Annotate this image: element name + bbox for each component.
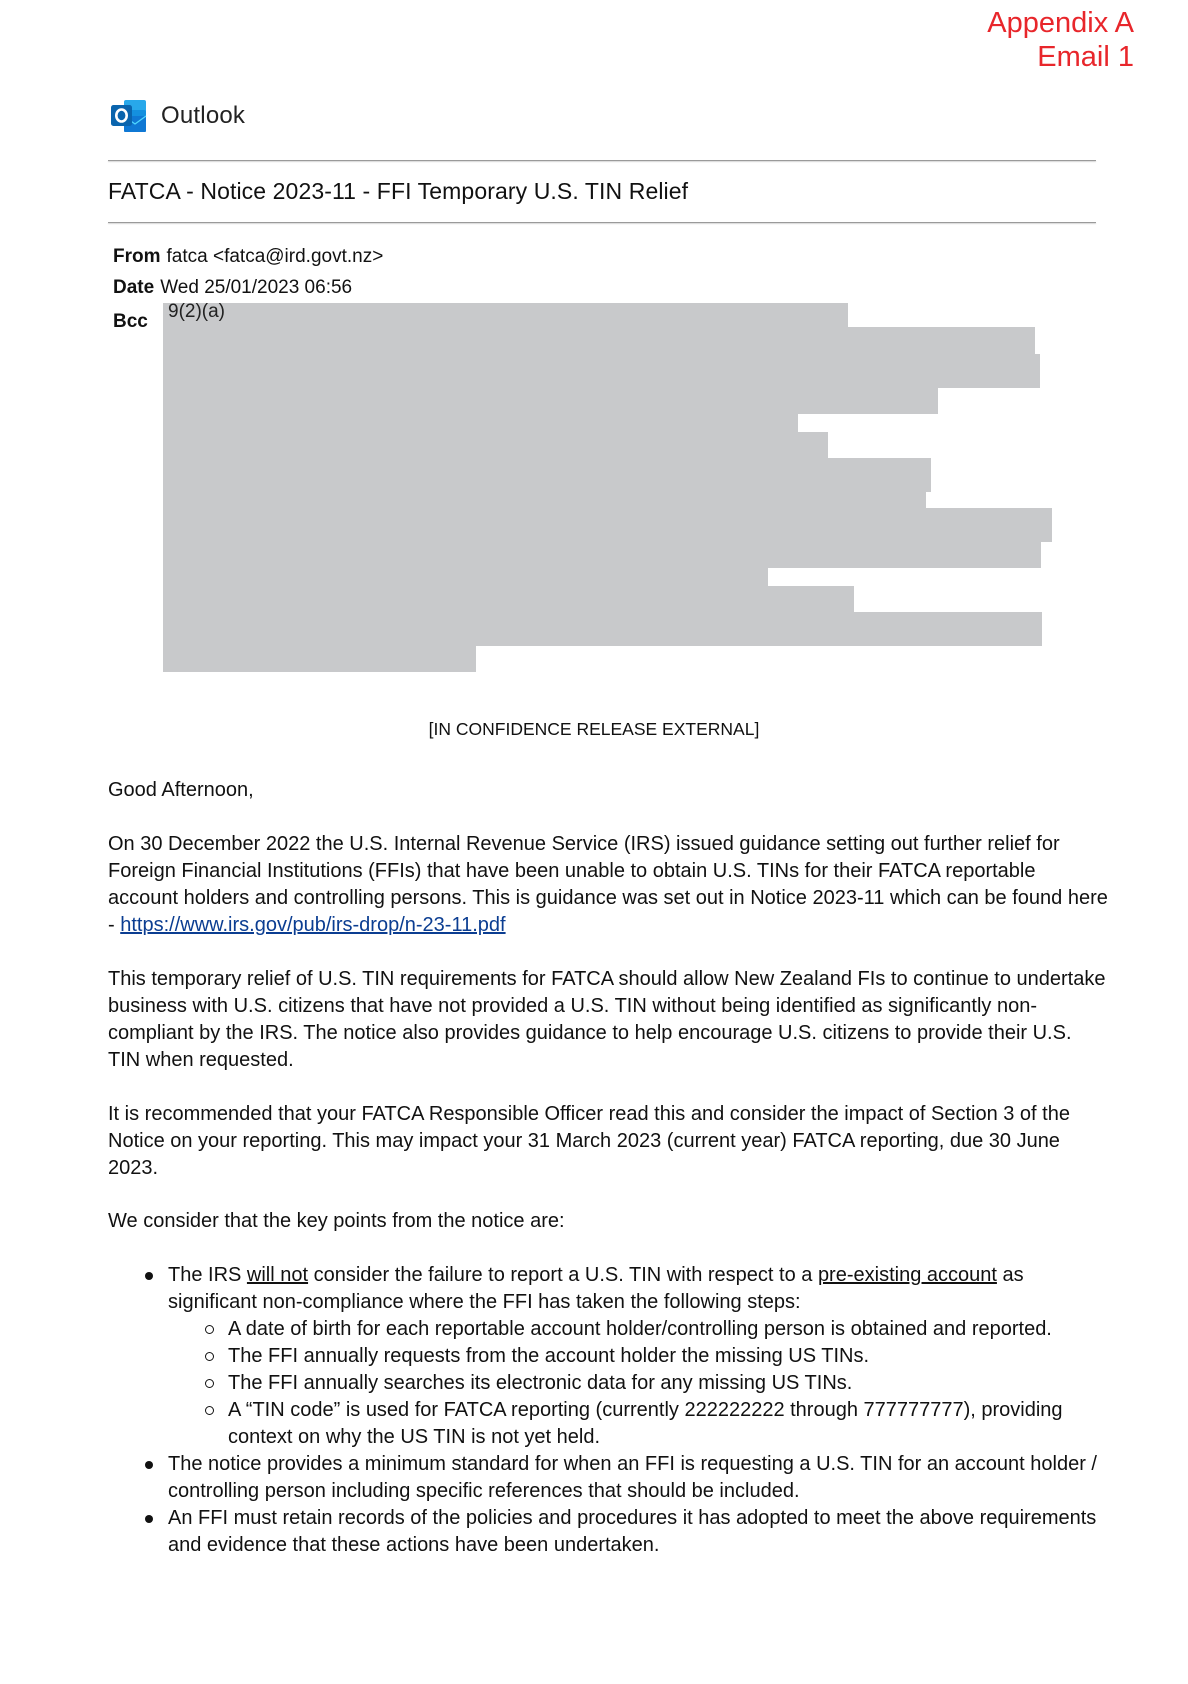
paragraph-guidance-text: On 30 December 2022 the U.S. Internal Revenue Service (IRS) issued guidance setting out further relief for Foreign Financial Institutions (FFIs) that have been unable to obtain U.S. TINs for their FATCA reportable account holders and controlling persons. This is guidance was set out in Notice 2023-11 which can be found here - — [108, 833, 1108, 936]
redaction-bar — [163, 303, 848, 327]
redaction-bar — [163, 414, 798, 432]
appendix-email-number: Email 1 — [1037, 41, 1134, 73]
bullet1-text-a: The IRS — [168, 1264, 247, 1286]
redaction-bar — [163, 568, 768, 586]
date-value: Wed 25/01/2023 06:56 — [160, 277, 353, 298]
steps-sublist — [168, 1316, 1108, 1451]
paragraph-guidance — [108, 831, 1108, 939]
from-row — [113, 245, 383, 269]
redaction-bar — [163, 354, 1040, 388]
list-item: The FFI annually requests from the account holder the missing US TINs. — [168, 1343, 1108, 1370]
outlook-app-name: Outlook — [161, 102, 246, 129]
list-item: A date of birth for each reportable account holder/controlling person is obtained and reported. — [168, 1316, 1108, 1343]
paragraph-relief-text: This temporary relief of U.S. TIN requirements for FATCA should allow New Zealand FIs to continue to undertake business with U.S. citizens that have not provided a U.S. TIN without being identified as significantly non-compliant by the IRS. The notice also provides guidance to help encourage U.S. citizens to provide their U.S. TIN when requested. — [108, 968, 1106, 1071]
bullet1-emphasis-will-not: will not — [246, 1264, 309, 1286]
subject-top-divider — [108, 160, 1096, 161]
bullet1-text-b: consider the failure to report a U.S. TIN with respect to a — [308, 1264, 818, 1286]
bcc-row — [113, 310, 154, 334]
paragraph-relief — [108, 966, 1108, 1074]
bcc-label: Bcc — [113, 311, 148, 332]
list-item: The FFI annually searches its electronic data for any missing US TINs. — [168, 1370, 1108, 1397]
list-item — [108, 1262, 1108, 1451]
redaction-bar — [163, 388, 938, 414]
redaction-bar — [163, 458, 931, 492]
key-points-intro-text: We consider that the key points from the notice are: — [108, 1210, 565, 1232]
list-item: A “TIN code” is used for FATCA reporting (currently 222222222 through 777777777), providing context on why the US TIN is not yet held. — [168, 1397, 1108, 1451]
redaction-bar — [163, 432, 828, 458]
from-label: From — [113, 246, 161, 267]
classification-banner: [IN CONFIDENCE RELEASE EXTERNAL] — [428, 719, 760, 739]
redaction-bar — [163, 327, 1035, 354]
appendix-title: Appendix A — [987, 7, 1134, 39]
key-points-list — [108, 1262, 1108, 1559]
redaction-bar — [163, 612, 1042, 646]
email-subject: FATCA - Notice 2023-11 - FFI Temporary U.S. TIN Relief — [108, 178, 689, 204]
from-value: fatca <fatca@ird.govt.nz> — [166, 246, 384, 267]
redaction-bar — [163, 508, 1052, 542]
greeting-text: Good Afternoon, — [108, 779, 254, 801]
date-label: Date — [113, 277, 155, 298]
paragraph-recommendation-text: It is recommended that your FATCA Responsible Officer read this and consider the impact of Section 3 of the Notice on your reporting. This may impact your 31 March 2023 (current year) FATCA reporting, due 30 June 2023. — [108, 1103, 1070, 1179]
subject-bottom-divider — [108, 222, 1096, 223]
redaction-bar — [163, 492, 926, 508]
outlook-logo-icon — [110, 98, 147, 134]
greeting — [108, 777, 1108, 804]
redaction-bar — [163, 586, 854, 612]
bullet1-emphasis-pre-existing: pre-existing account — [817, 1264, 997, 1286]
date-row — [113, 276, 352, 300]
outlook-brand — [110, 98, 245, 134]
appendix-label — [987, 6, 1134, 74]
paragraph-recommendation — [108, 1101, 1108, 1182]
paragraph-key-points-intro — [108, 1208, 1108, 1235]
redaction-bar — [163, 646, 476, 672]
bullet1-text-c: as significant non-compliance where the FFI has taken the following steps: — [168, 1264, 1024, 1313]
redaction-code: 9(2)(a) — [168, 301, 226, 322]
irs-notice-link[interactable]: https://www.irs.gov/pub/irs-drop/n-23-11.pdf — [120, 914, 506, 936]
list-item: An FFI must retain records of the policies and procedures it has adopted to meet the above requirements and evidence that these actions have been undertaken. — [108, 1505, 1108, 1559]
redaction-bar — [163, 542, 1041, 568]
list-item: The notice provides a minimum standard for when an FFI is requesting a U.S. TIN for an account holder / controlling person including specific references that should be included. — [108, 1451, 1108, 1505]
